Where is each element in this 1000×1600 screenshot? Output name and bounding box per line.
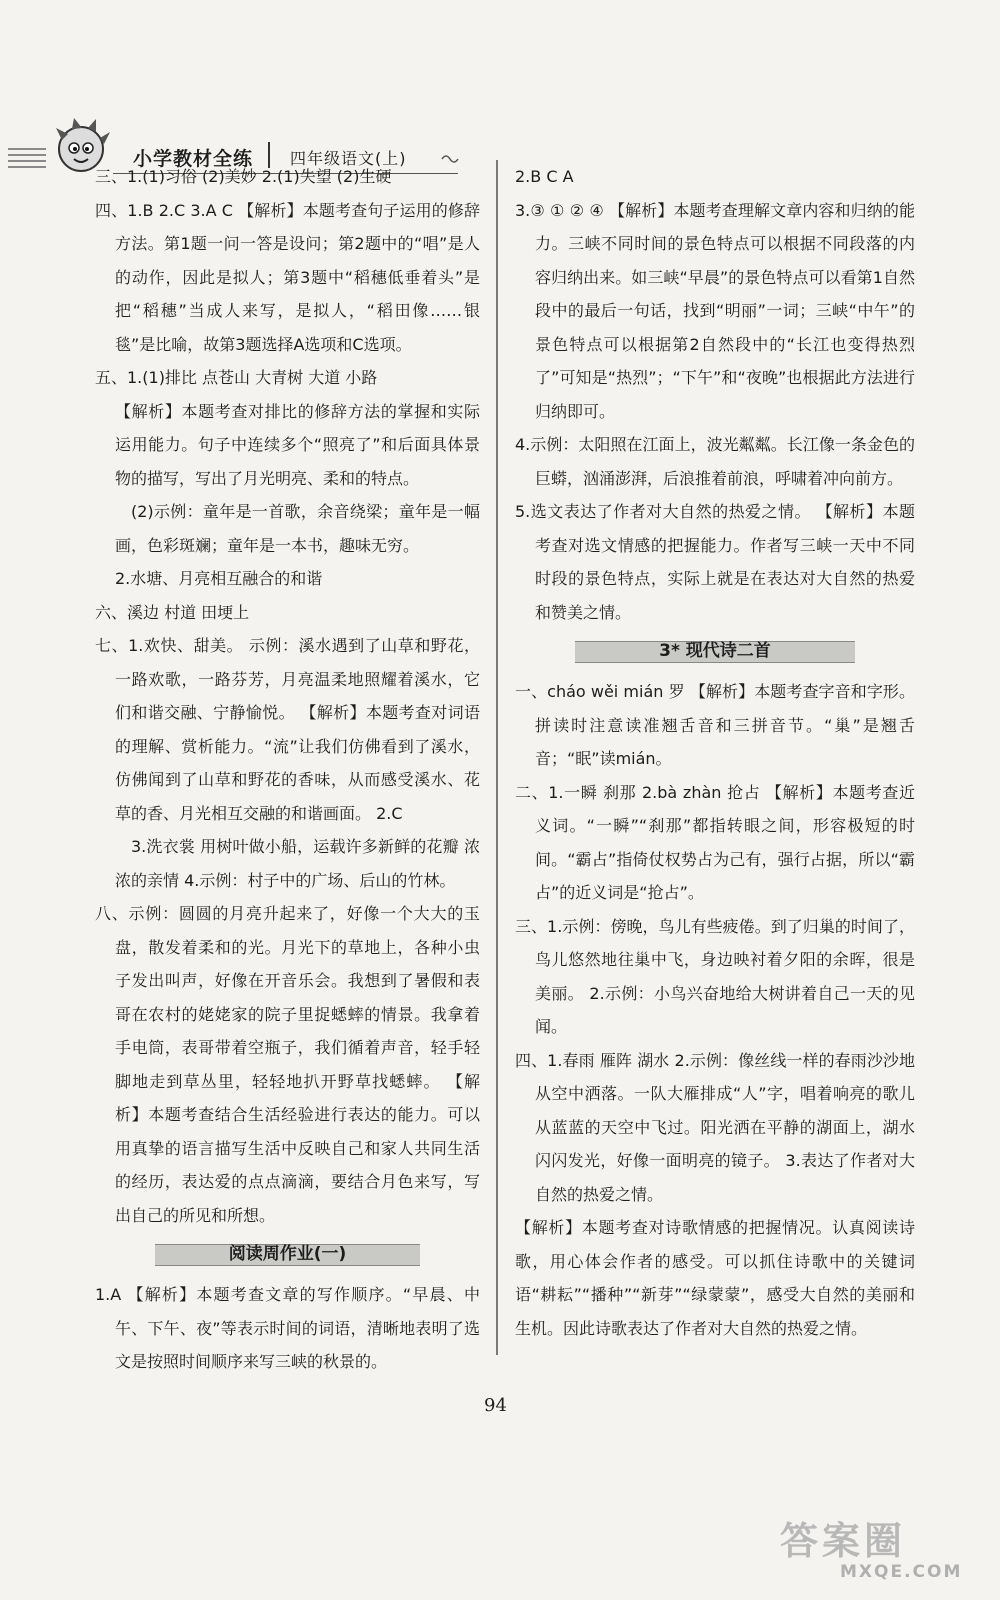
answer-item: 3.洗衣裳 用树叶做小船，运载许多新鲜的花瓣 浓浓的亲情 4.示例：村子中的广场、后山的竹林。	[115, 837, 480, 890]
header-title: 小学教材全练	[133, 148, 254, 170]
answer-item: 一、cháo wěi mián 罗 【解析】本题考查字音和字形。拼读时注意读准翘舌音和三拼音节。“巢”是翘舌音；“眠”读mián。	[515, 682, 915, 768]
column-divider	[496, 160, 498, 1355]
section-heading-text: 阅读周作业(一)	[228, 1244, 347, 1265]
header-decoration-lines	[8, 148, 46, 172]
answer-item: 1.A 【解析】本题考查文章的写作顺序。“早晨、中午、下午、夜”等表示时间的词语，清晰地表明了选文是按照时间顺序来写三峡的秋景的。	[95, 1285, 480, 1371]
answer-item: 5.选文表达了作者对大自然的热爱之情。 【解析】本题考查对选文情感的把握能力。作者写三峡一天中不同时段的景色特点，实际上就是在表达对大自然的热爱和赞美之情。	[515, 502, 915, 622]
answer-item: 2.B C A	[515, 167, 574, 186]
answer-item: 四、1.春雨 雁阵 湖水 2.示例：像丝线一样的春雨沙沙地从空中洒落。一队大雁排成“人”字，唱着响亮的歌儿从蓝蓝的天空中飞过。阳光洒在平静的湖面上，湖水闪闪发光，好像一面明亮的镜子。 3.表达了作者对大自然的热爱之情。	[515, 1050, 915, 1204]
answer-item: 【解析】本题考查对诗歌情感的把握情况。认真阅读诗歌，用心体会作者的感受。可以抓住诗歌中的关键词语“耕耘”“播种”“新芽”“绿蒙蒙”，感受大自然的美丽和生机。因此诗歌表达了作者对大自然的热爱之情。	[515, 1218, 915, 1338]
answer-item: 八、示例：圆圆的月亮升起来了，好像一个大大的玉盘，散发着柔和的光。月光下的草地上，各种小虫子发出叫声，好像在开音乐会。我想到了暑假和表哥在农村的姥姥家的院子里捉蟋蟀的情景。我拿着手电筒，表哥带着空瓶子，我们循着声音，轻手轻脚地走到草丛里，轻轻地扒开野草找蟋蟀。 【解析】本题考查结合生活经验进行表达的能力。可以用真挚的语言描写生活中反映自己和家人共同生活的经历，表达爱的点点滴滴，要结合月色来写，写出自己的所见和所想。	[95, 904, 480, 1225]
watermark-url: MXQE.COM	[840, 1562, 963, 1582]
answer-item: 3.③ ① ② ④ 【解析】本题考查理解文章内容和归纳的能力。三峡不同时间的景色特点可以根据不同段落的内容归纳出来。如三峡“早晨”的景色特点可以看第1自然段中的最后一句话，找到“明丽”一词；三峡“中午”的景色特点可以根据第2自然段中的“长江也变得热烈了”可知是“热烈”；“下午”和“夜晚”也根据此方法进行归纳即可。	[515, 200, 915, 421]
section-heading	[515, 637, 915, 667]
answer-item: 二、1.一瞬 刹那 2.bà zhàn 抢占 【解析】本题考查近义词。“一瞬”“刹那”都指转眼之间，形容极短的时间。“霸占”指倚仗权势占为己有，强行占据，所以“霸占”的近义词是“抢占”。	[515, 782, 915, 902]
answer-item: 三、1.(1)习俗 (2)美妙 2.(1)失望 (2)生硬	[95, 167, 392, 186]
left-column	[95, 160, 480, 1379]
answer-item: 【解析】本题考查对排比的修辞方法的掌握和实际运用能力。句子中连续多个“照亮了”和后面具体景物的描写，写出了月光明亮、柔和的特点。	[115, 401, 480, 488]
header-subtitle: 四年级语文(上)	[290, 149, 407, 168]
answer-item: 三、1.示例：傍晚，鸟儿有些疲倦。到了归巢的时间了，鸟儿悠然地往巢中飞，身边映衬着夕阳的余晖，很是美丽。 2.示例：小鸟兴奋地给大树讲着自己一天的见闻。	[515, 916, 915, 1036]
answer-item: 七、1.欢快、甜美。 示例：溪水遇到了山草和野花，一路欢歌，一路芬芳，月亮温柔地照耀着溪水，它们和谐交融、宁静愉悦。 【解析】本题考查对词语的理解、赏析能力。“流”让我们仿佛看到了溪水，仿佛闻到了山草和野花的香味，从而感受溪水、花草的香、月光相互交融的和谐画面。 2.C	[95, 636, 480, 823]
page-number: 94	[484, 1395, 507, 1416]
answer-item: 四、1.B 2.C 3.A C 【解析】本题考查句子运用的修辞方法。第1题一问一答是设问；第2题中的“唱”是人的动作，因此是拟人；第3题中“稻穗低垂着头”是把“稻穗”当成人来写，是拟人，“稻田像……银毯”是比喻，故第3题选择A选项和C选项。	[95, 200, 480, 354]
answer-item: 六、溪边 村道 田埂上	[95, 602, 250, 622]
right-column	[515, 160, 915, 1345]
answer-item: (2)示例：童年是一首歌，余音绕梁；童年是一幅画，色彩斑斓；童年是一本书，趣味无穷。	[115, 502, 480, 555]
answer-item: 2.水塘、月亮相互融合的和谐	[115, 569, 323, 588]
section-heading-text: 3* 现代诗二首	[659, 641, 771, 662]
watermark-logo: 答案圈	[780, 1519, 907, 1563]
section-heading	[95, 1240, 480, 1270]
answer-item: 五、1.(1)排比 点苍山 大青树 大道 小路	[95, 368, 378, 387]
answer-item: 4.示例：太阳照在江面上，波光粼粼。长江像一条金色的巨蟒，汹涌澎湃，后浪推着前浪，呼啸着冲向前方。	[515, 435, 915, 488]
